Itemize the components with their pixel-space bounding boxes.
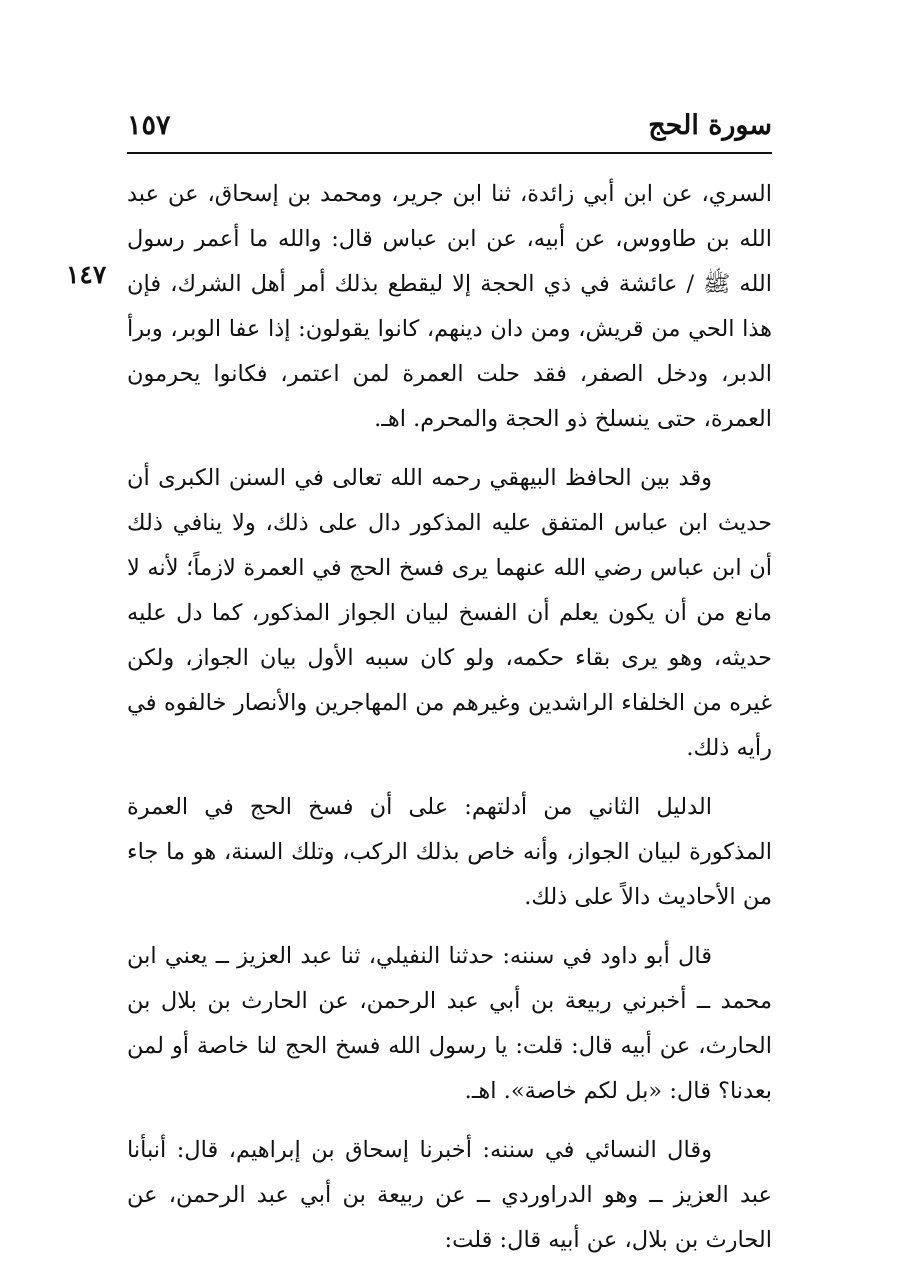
page-number: ١٥٧ — [127, 110, 171, 141]
margin-page-marker: ١٤٧ — [66, 260, 107, 289]
paragraph: السري، عن ابن أبي زائدة، ثنا ابن جرير، ومحمد بن إسحاق، عن عبد الله بن طاووس، عن أبيه، عن ابن عباس قال: والله ما أعمر رسول الله ﷺ / عائشة في ذي الحجة إلا ليقطع بذلك أمر أهل الشرك، فإن هذا الحي من قريش، ومن دان دينهم، كانوا يقولون: إذا عفا الوبر، وبرأ الدبر، ودخل الصفر، فقد حلت العمرة لمن اعتمر، فكانوا يحرمون العمرة، حتى ينسلخ ذو الحجة والمحرم. اهـ. — [127, 181, 772, 432]
paragraph: وقد بين الحافظ البيهقي رحمه الله تعالى في السنن الكبرى أن حديث ابن عباس المتفق عليه المذكور دال على ذلك، ولا ينافي ذلك أن ابن عباس رضي الله عنهما يرى فسخ الحج في العمرة لازماً؛ لأنه لا مانع من أن يكون يعلم أن الفسخ لبيان الجواز المذكور، كما دل عليه حديثه، وهو يرى بقاء حكمه، ولو كان سببه الأول بيان الجواز، ولكن غيره من الخلفاء الراشدين وغيرهم من المهاجرين والأنصار خالفوه في رأيه ذلك. — [127, 465, 772, 761]
paragraph: قال أبو داود في سننه: حدثنا النفيلي، ثنا عبد العزيز ــ يعني ابن محمد ــ أخبرني ربيعة بن أبي عبد الرحمن، عن الحارث بن بلال بن الحارث، عن أبيه قال: قلت: يا رسول الله فسخ الحج لنا خاصة أو لمن بعدنا؟ قال: «بل لكم خاصة». اهـ. — [127, 943, 772, 1104]
paragraph: وقال النسائي في سننه: أخبرنا إسحاق بن إبراهيم، قال: أنبأنا عبد العزيز ــ وهو الدراوردي ــ عن ربيعة بن أبي عبد الرحمن، عن الحارث بن بلال، عن أبيه قال: قلت: — [127, 1137, 772, 1253]
page-header — [127, 108, 772, 150]
paragraph: الدليل الثاني من أدلتهم: على أن فسخ الحج في العمرة المذكورة لبيان الجواز، وأنه خاص بذلك الركب، وتلك السنة، هو ما جاء من الأحاديث دالاً على ذلك. — [127, 794, 772, 910]
header-rule — [127, 152, 772, 154]
running-title: سورة الحج — [648, 110, 772, 141]
page-body — [127, 172, 772, 1277]
